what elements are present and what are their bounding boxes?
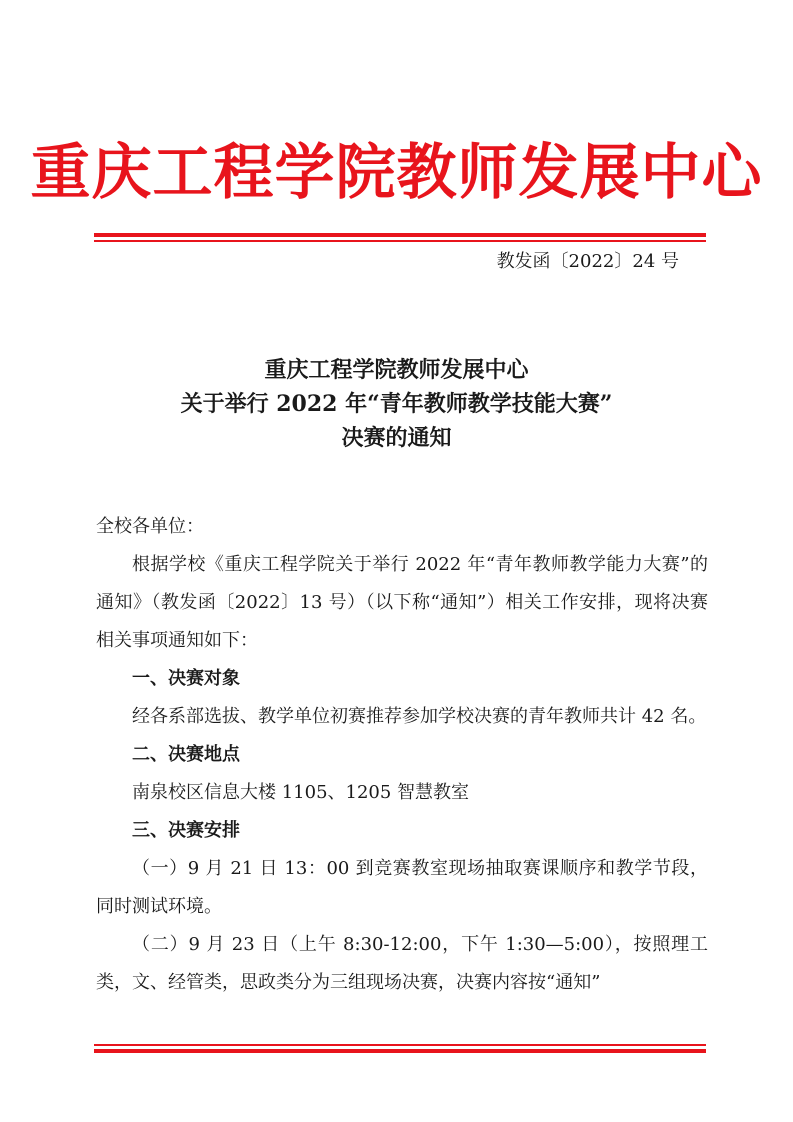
section-heading-1: 一、决赛对象 <box>132 668 240 689</box>
document-body <box>96 508 708 1002</box>
section-3-paragraph-1: （一）9 月 21 日 13：00 到竞赛教室现场抽取赛课顺序和教学节段，同时测试环境。 <box>96 858 708 917</box>
title-line-2: 关于举行 2022 年“青年教师教学技能大赛” <box>180 391 613 417</box>
section-heading-2: 二、决赛地点 <box>132 744 240 765</box>
section-heading-3: 三、决赛安排 <box>132 820 240 841</box>
divider-thick-line <box>94 233 706 237</box>
letterhead-divider <box>94 233 706 242</box>
section-3-paragraph-2: （二）9 月 23 日（上午 8:30-12:00，下午 1:30—5:00），按照理工类，文、经管类，思政类分为三组现场决赛，决赛内容按“通知” <box>96 934 708 993</box>
title-line-1: 重庆工程学院教师发展中心 <box>264 357 529 383</box>
letterhead-title: 重庆工程学院教师发展中心 <box>30 138 763 208</box>
document-title <box>0 353 793 455</box>
divider-thin-line <box>94 240 706 242</box>
document-number: 教发函〔2022〕24 号 <box>496 251 679 272</box>
footer-divider <box>94 1044 706 1053</box>
salutation: 全校各单位： <box>96 516 204 537</box>
title-line-3: 决赛的通知 <box>341 425 452 451</box>
footer-thick-line <box>94 1049 706 1053</box>
section-2-paragraph: 南泉校区信息大楼 1105、1205 智慧教室 <box>132 782 470 803</box>
footer-thin-line <box>94 1044 706 1046</box>
intro-paragraph: 根据学校《重庆工程学院关于举行 2022 年“青年教师教学能力大赛”的通知》（教发函〔2022〕13 号）（以下称“通知”）相关工作安排，现将决赛相关事项通知如下： <box>96 554 708 651</box>
section-1-paragraph: 经各系部选拔、教学单位初赛推荐参加学校决赛的青年教师共计 42 名。 <box>132 706 707 727</box>
